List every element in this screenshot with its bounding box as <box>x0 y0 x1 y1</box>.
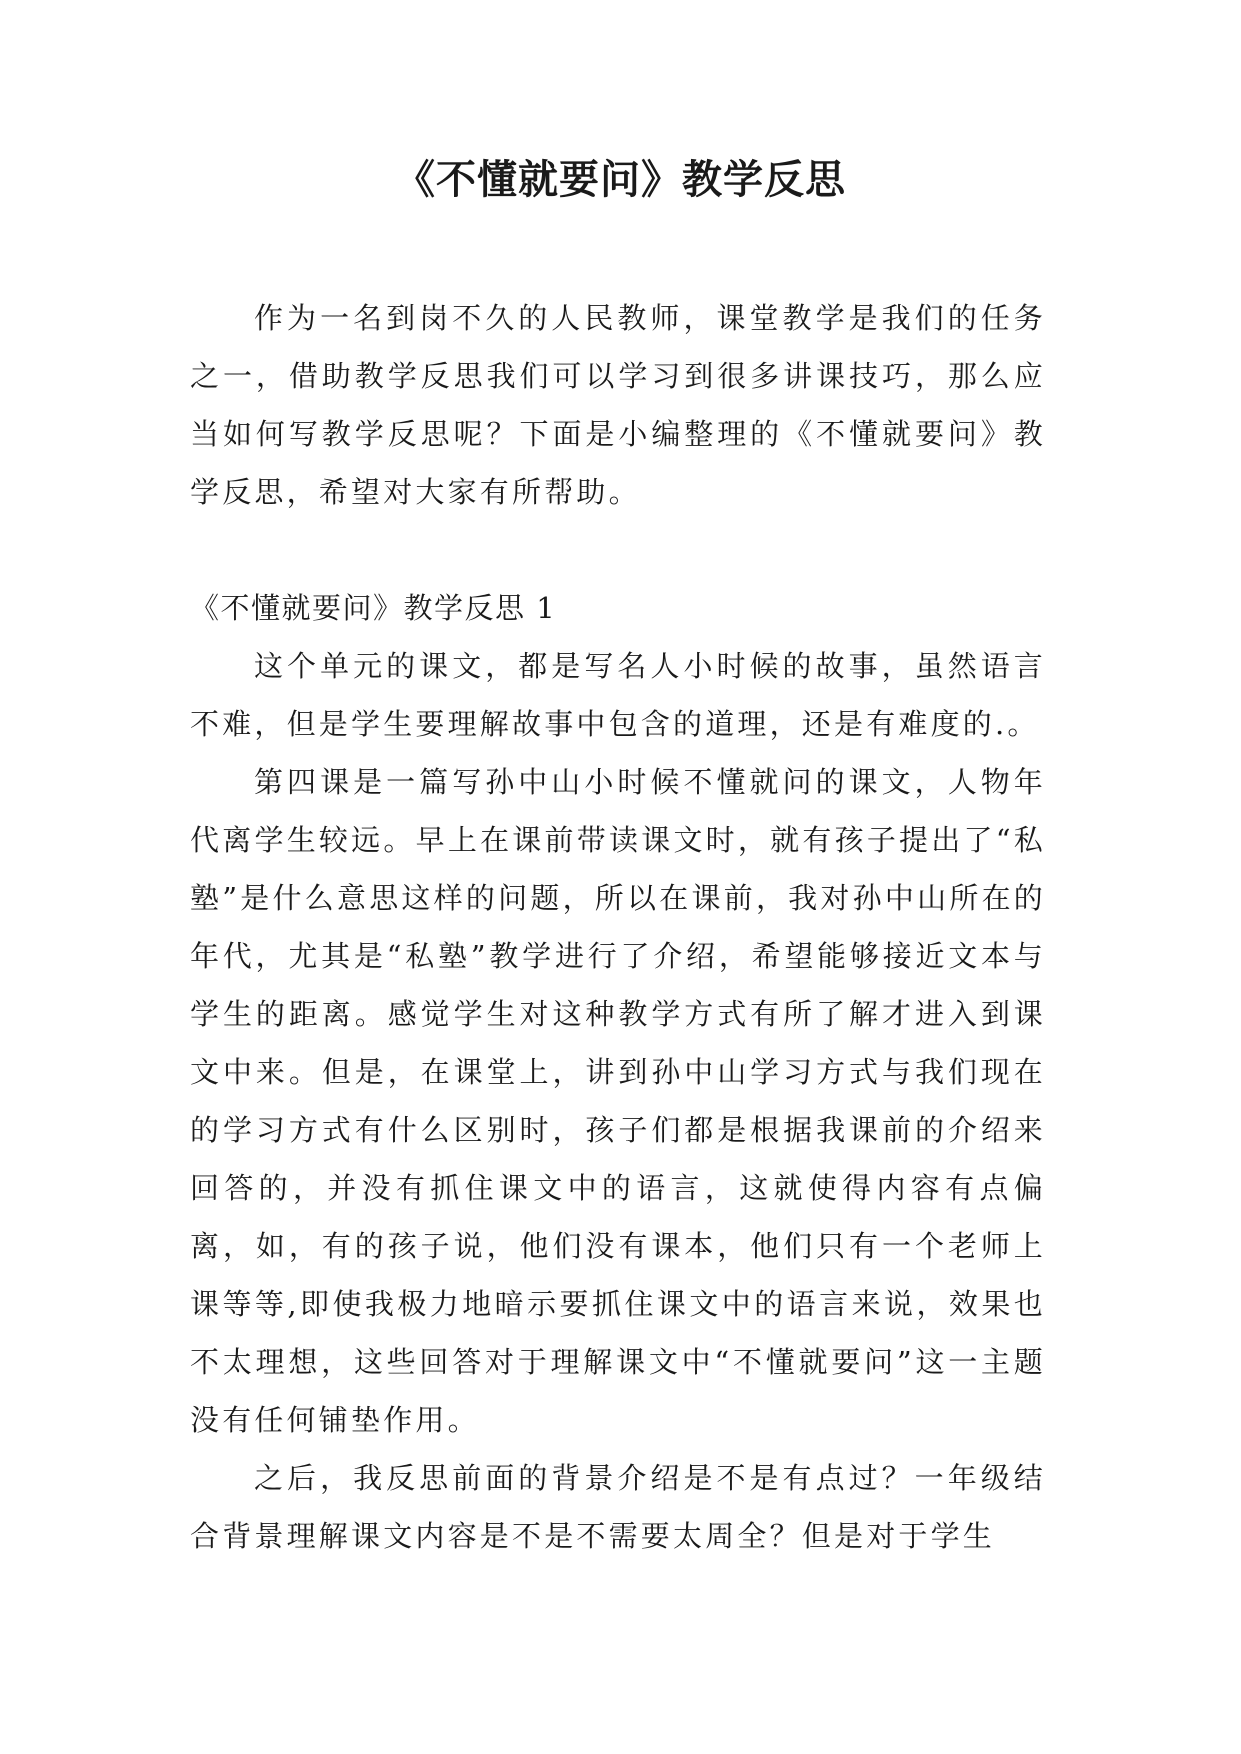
intro-block <box>190 289 1046 521</box>
document-title: 《不懂就要问》教学反思 <box>395 157 846 203</box>
body-paragraph: 第四课是一篇写孙中山小时候不懂就问的课文，人物年代离学生较远。早上在课前带读课文时，就有孩子提出了“私塾”是什么意思这样的问题，所以在课前，我对孙中山所在的年代，尤其是“私塾”教学进行了介绍，希望能够接近文本与学生的距离。感觉学生对这种教学方式有所了解才进入到课文中来。但是，在课堂上，讲到孙中山学习方式与我们现在的学习方式有什么区别时，孩子们都是根据我课前的介绍来回答的，并没有抓住课文中的语言，这就使得内容有点偏离，如，有的孩子说，他们没有课本，他们只有一个老师上课等等,即使我极力地暗示要抓住课文中的语言来说，效果也不太理想，这些回答对于理解课文中“不懂就要问”这一主题没有任何铺垫作用。 <box>190 765 1046 1437</box>
body-paragraph: 之后，我反思前面的背景介绍是不是有点过？一年级结合背景理解课文内容是不是不需要太周全？但是对于学生 <box>190 1461 1046 1553</box>
intro-paragraph: 作为一名到岗不久的人民教师，课堂教学是我们的任务之一，借助教学反思我们可以学习到很多讲课技巧，那么应当如何写教学反思呢？下面是小编整理的《不懂就要问》教学反思，希望对大家有所帮助。 <box>190 301 1046 509</box>
body-paragraph: 这个单元的课文，都是写名人小时候的故事，虽然语言不难，但是学生要理解故事中包含的道理，还是有难度的.。 <box>190 649 1046 741</box>
section-heading: 《不懂就要问》教学反思 1 <box>190 591 557 625</box>
section-body <box>190 637 1046 1565</box>
